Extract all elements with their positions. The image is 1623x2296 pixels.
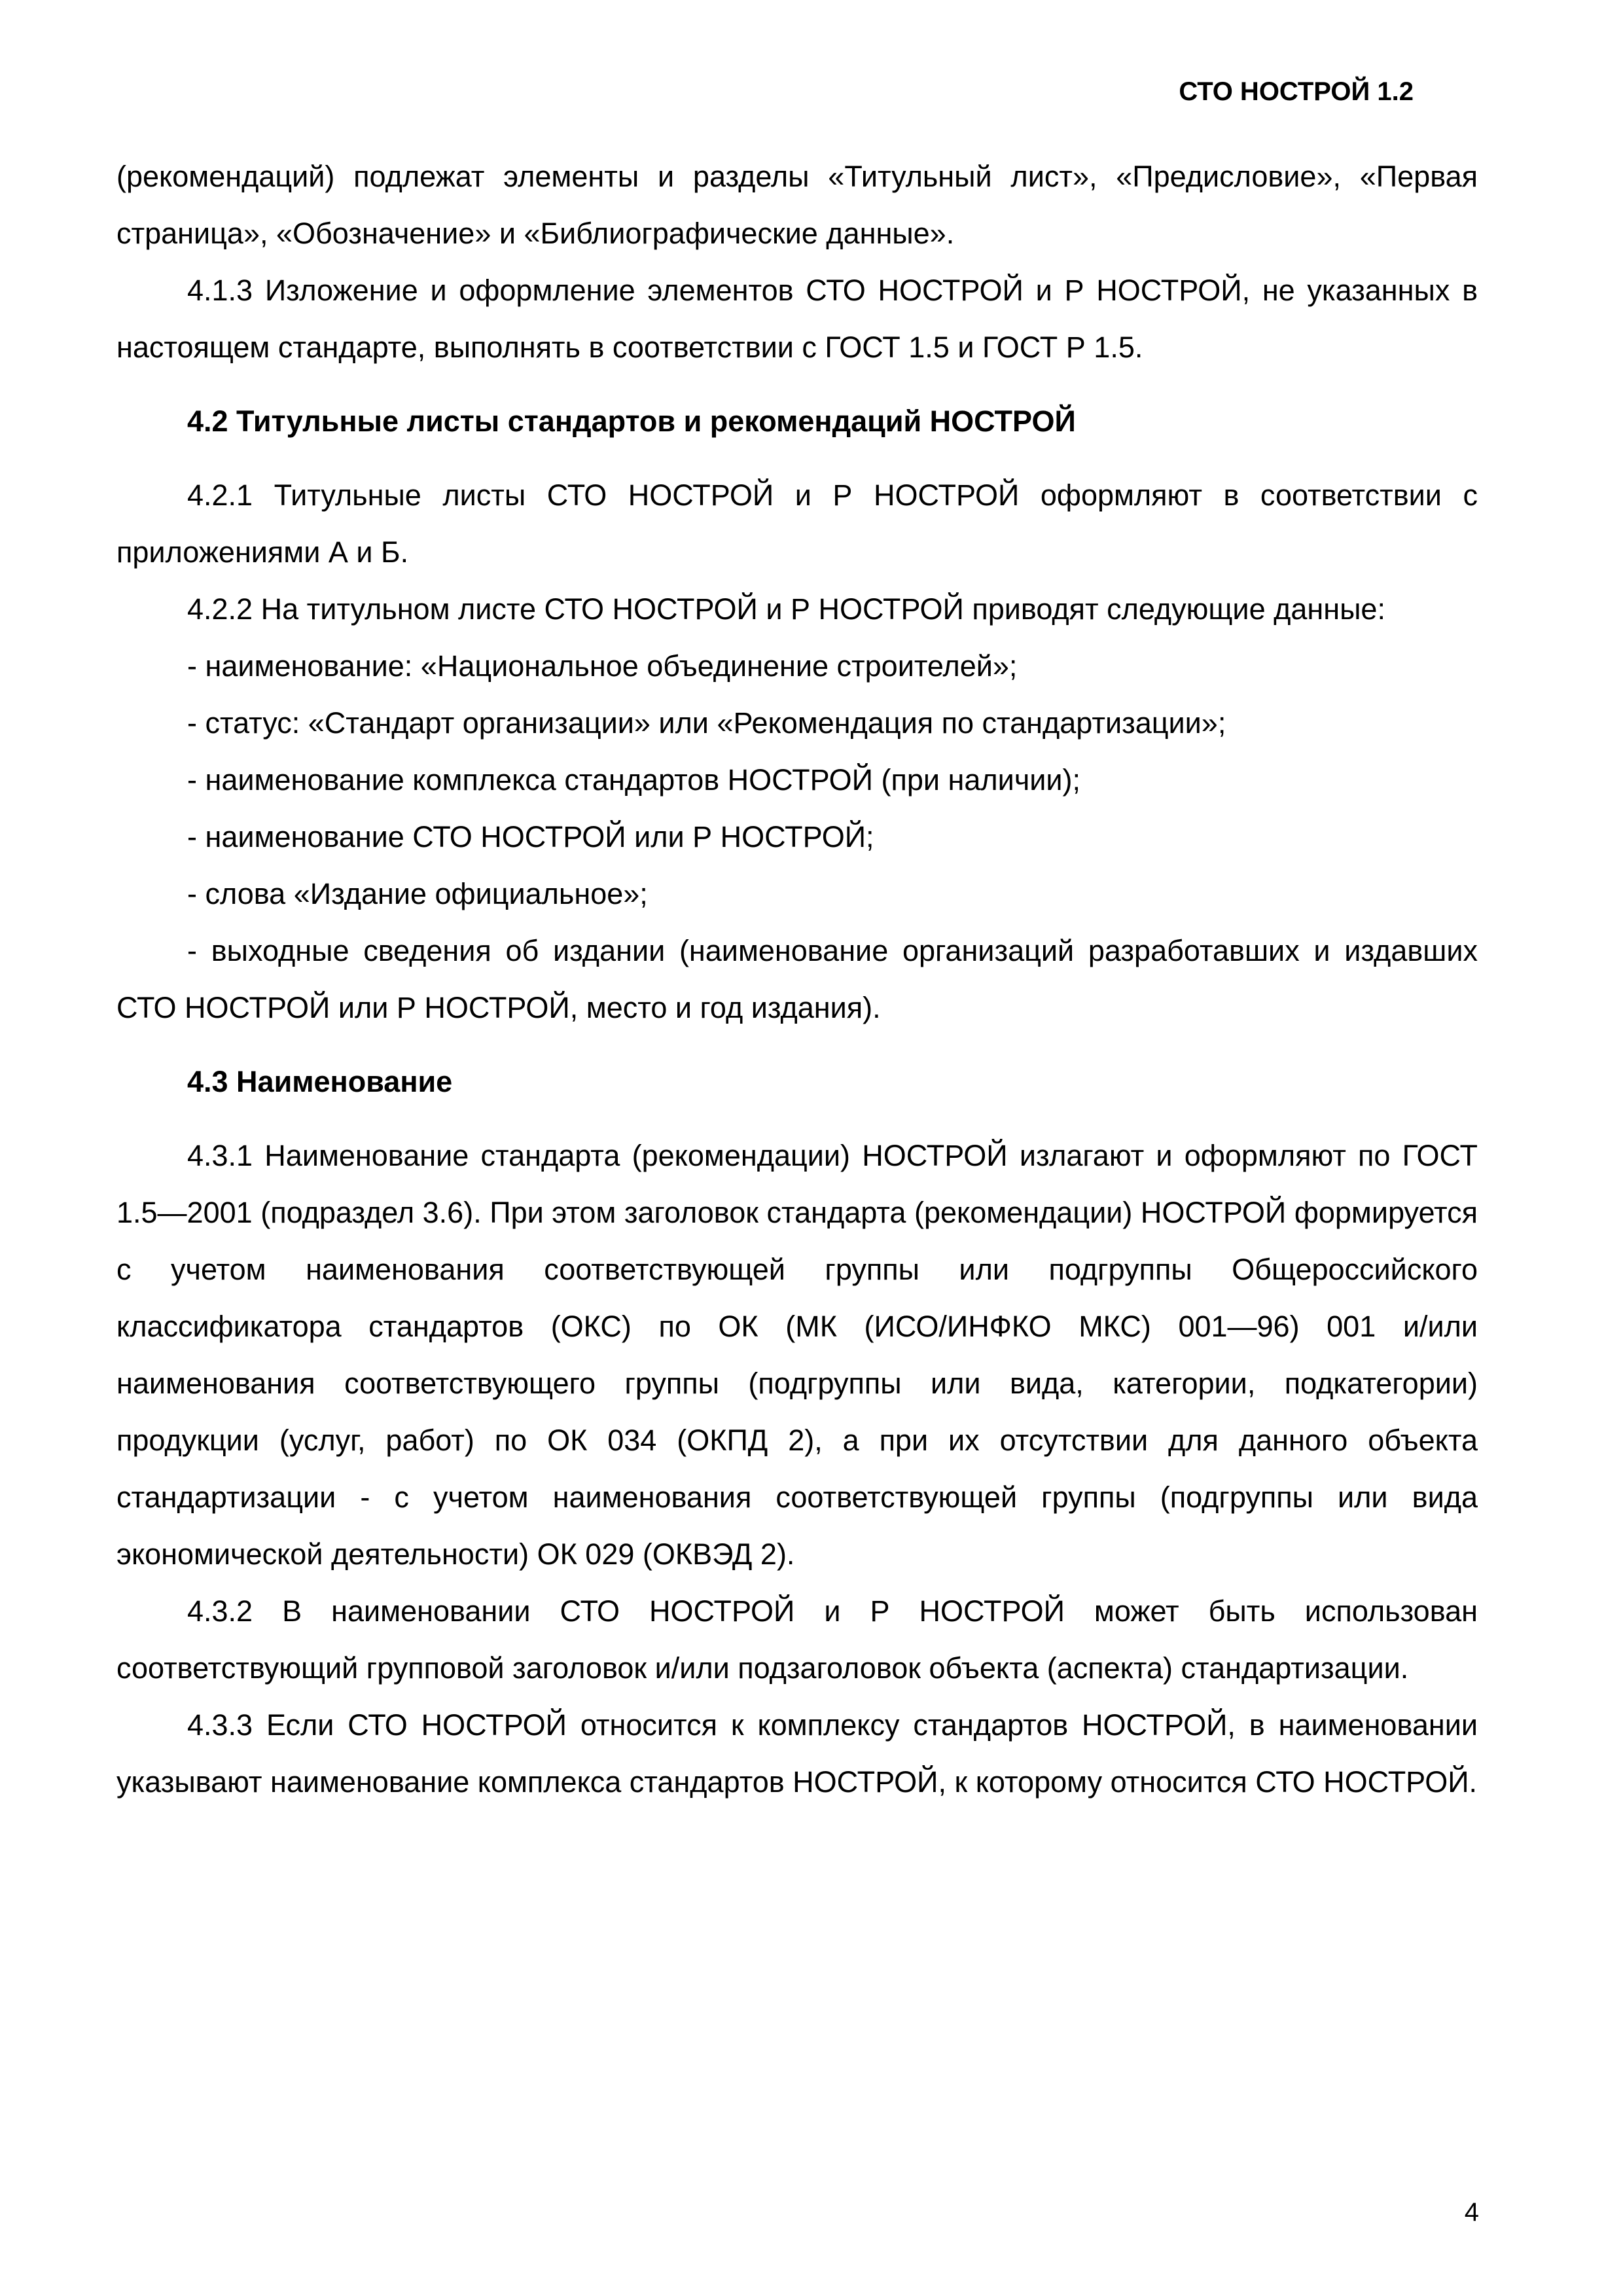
list-item: - наименование: «Национальное объединение строителей»; xyxy=(187,649,1018,683)
paragraph-4-1-3: 4.1.3 Изложение и оформление элементов СТО НОСТРОЙ и Р НОСТРОЙ, не указанных в настоящем стандарте, выполнять в соответствии с ГОСТ 1.5 и ГОСТ Р 1.5. xyxy=(116,274,1478,364)
page-number: 4 xyxy=(1464,2198,1479,2227)
paragraph-4-2-2: 4.2.2 На титульном листе СТО НОСТРОЙ и Р НОСТРОЙ приводят следующие данные: xyxy=(187,592,1385,626)
section-spacer xyxy=(116,1110,1478,1127)
paragraph-4-3-1: 4.3.1 Наименование стандарта (рекомендации) НОСТРОЙ излагают и оформляют по ГОСТ 1.5—2001 (подраздел 3.6). При этом заголовок стандарта (рекомендации) НОСТРОЙ формируется с учетом наименования соответствующей группы или подгруппы Общероссийского классификатора стандартов (ОКС) по ОК (МК (ИСО/ИНФКО МКС) 001—96) 001 и/или наименования соответствующего группы (подгруппы или вида, категории, подкатегории) продукции (услуг, работ) по ОК 034 (ОКПД 2), а при их отсутствии для данного объекта стандартизации - с учетом наименования соответствующей группы (подгруппы или вида экономической деятельности) ОК 029 (ОКВЭД 2). xyxy=(116,1139,1478,1571)
paragraph-4-3-2: 4.3.2 В наименовании СТО НОСТРОЙ и Р НОСТРОЙ может быть использован соответствующий групповой заголовок и/или подзаголовок объекта (аспекта) стандартизации. xyxy=(116,1594,1478,1685)
section-spacer xyxy=(116,450,1478,467)
list-item: - слова «Издание официальное»; xyxy=(187,877,648,910)
list-item: - наименование СТО НОСТРОЙ или Р НОСТРОЙ; xyxy=(187,820,874,853)
section-spacer xyxy=(116,376,1478,393)
paragraph-4-3-3: 4.3.3 Если СТО НОСТРОЙ относится к комплексу стандартов НОСТРОЙ, в наименовании указывают наименование комплекса стандартов НОСТРОЙ, к которому относится СТО НОСТРОЙ. xyxy=(116,1708,1478,1799)
paragraph-4-2-1: 4.2.1 Титульные листы СТО НОСТРОЙ и Р НОСТРОЙ оформляют в соответствии с приложениями А и Б. xyxy=(116,478,1478,569)
paragraph-continuation: (рекомендаций) подлежат элементы и разделы «Титульный лист», «Предисловие», «Первая страница», «Обозначение» и «Библиографические данные». xyxy=(116,160,1478,250)
document-body xyxy=(116,148,1478,1810)
list-item: - выходные сведения об издании (наименование организаций разработавших и издавших СТО НОСТРОЙ или Р НОСТРОЙ, место и год издания). xyxy=(116,934,1478,1024)
list-item: - статус: «Стандарт организации» или «Рекомендация по стандартизации»; xyxy=(187,706,1226,740)
section-heading-4-3: 4.3 Наименование xyxy=(187,1065,453,1098)
section-spacer xyxy=(116,1036,1478,1053)
list-item: - наименование комплекса стандартов НОСТРОЙ (при наличии); xyxy=(187,763,1081,797)
document-code-header: СТО НОСТРОЙ 1.2 xyxy=(1179,77,1414,106)
section-heading-4-2: 4.2 Титульные листы стандартов и рекомендаций НОСТРОЙ xyxy=(187,404,1076,438)
